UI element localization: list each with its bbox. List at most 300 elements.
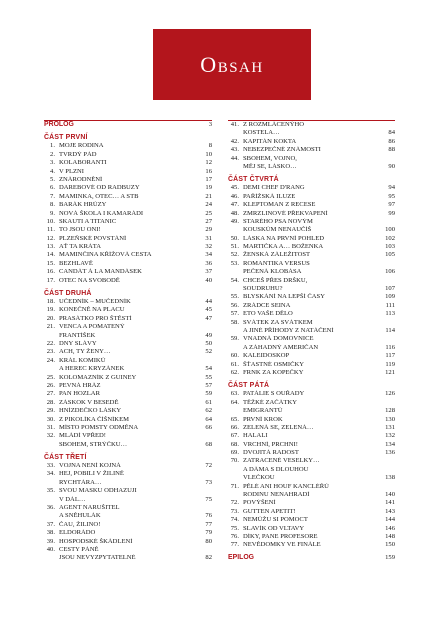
toc-page-number: 99 bbox=[388, 209, 395, 217]
toc-chapter-title: A HEREC KRYZÁNEK bbox=[59, 365, 125, 373]
toc-entry[interactable] bbox=[228, 121, 395, 129]
toc-section-heading: ČÁST PÁTÁ bbox=[228, 382, 270, 390]
toc-chapter-number: 58. bbox=[230, 318, 239, 326]
toc-chapter-title: KAPITÁN KOKTA bbox=[243, 137, 297, 145]
toc-chapter-title: PATÁLIE S OUŘADY bbox=[243, 390, 305, 398]
toc-chapter-title: FRANTÍŠEK bbox=[59, 331, 96, 339]
toc-chapter-number: 50. bbox=[230, 234, 239, 242]
toc-entry[interactable] bbox=[228, 474, 395, 482]
toc-entry[interactable] bbox=[44, 277, 212, 285]
toc-chapter-number: 56. bbox=[230, 301, 239, 309]
toc-entry[interactable] bbox=[228, 319, 395, 327]
toc-entry[interactable] bbox=[44, 424, 212, 432]
toc-entry[interactable] bbox=[44, 332, 212, 340]
toc-entry[interactable] bbox=[44, 546, 212, 554]
toc-page-number: 73 bbox=[205, 478, 212, 486]
toc-entry[interactable] bbox=[228, 251, 395, 259]
toc-entry[interactable] bbox=[44, 554, 212, 562]
toc-chapter-title: BEZHLAVĚ bbox=[59, 259, 93, 267]
toc-chapter-number: 70. bbox=[230, 457, 239, 465]
toc-chapter-number: 77. bbox=[230, 541, 239, 549]
toc-chapter-number: 33. bbox=[46, 462, 55, 470]
toc-chapter-title: ZELENÁ SE, ZELENÁ… bbox=[243, 423, 314, 431]
toc-chapter-title: UČEDNÍK – MUČEDNÍK bbox=[59, 298, 131, 306]
toc-entry[interactable] bbox=[44, 538, 212, 546]
toc-chapter-number: 18. bbox=[46, 298, 55, 306]
toc-chapter-number: 19. bbox=[46, 306, 55, 314]
toc-entry[interactable] bbox=[228, 201, 395, 209]
toc-entry[interactable] bbox=[44, 432, 212, 440]
toc-entry[interactable] bbox=[44, 201, 212, 209]
toc-page-number: 82 bbox=[205, 554, 212, 562]
toc-chapter-title: SKAUTI A TITANIC bbox=[59, 217, 117, 225]
toc-entry[interactable] bbox=[228, 293, 395, 301]
toc-banner bbox=[153, 29, 311, 100]
toc-page-number: 90 bbox=[388, 162, 395, 170]
toc-chapter-number: 21. bbox=[46, 323, 55, 331]
toc-chapter-number: 3. bbox=[50, 159, 55, 167]
toc-chapter-number: 63. bbox=[230, 390, 239, 398]
toc-entry[interactable] bbox=[44, 348, 212, 356]
toc-page-number: 77 bbox=[205, 520, 212, 528]
toc-chapter-title: VOJNA NENÍ KOJNÁ bbox=[59, 462, 121, 470]
toc-entry[interactable] bbox=[228, 466, 395, 474]
toc-entry[interactable] bbox=[44, 193, 212, 201]
toc-chapter-title: SBOHEM, STRÝČKU… bbox=[59, 440, 128, 448]
toc-entry[interactable] bbox=[44, 382, 212, 390]
toc-page-number: 88 bbox=[388, 146, 395, 154]
toc-chapter-title: ŠŤASTNÉ OSMIČKY bbox=[243, 360, 304, 368]
toc-page-number: 47 bbox=[205, 314, 212, 322]
toc-entry[interactable] bbox=[228, 184, 395, 192]
toc-chapter-number: 59. bbox=[230, 335, 239, 343]
toc-section-heading: ČÁST TŘETÍ bbox=[44, 454, 87, 462]
toc-entry[interactable] bbox=[44, 306, 212, 314]
toc-entry[interactable] bbox=[228, 516, 395, 524]
toc-chapter-number: 40. bbox=[46, 545, 55, 553]
toc-entry[interactable] bbox=[228, 457, 395, 465]
toc-entry[interactable] bbox=[228, 499, 395, 507]
toc-page-number: 31 bbox=[205, 234, 212, 242]
toc-chapter-number: 4. bbox=[50, 167, 55, 175]
toc-entry[interactable] bbox=[228, 163, 395, 171]
toc-chapter-number: 69. bbox=[230, 449, 239, 457]
toc-entry[interactable] bbox=[44, 151, 212, 159]
toc-chapter-title: KOLABORANTI bbox=[59, 159, 107, 167]
toc-entry[interactable] bbox=[44, 357, 212, 365]
toc-page-number: 3 bbox=[208, 121, 212, 128]
toc-chapter-number: 74. bbox=[230, 516, 239, 524]
toc-chapter-title: ZNÁRODNĚNÍ bbox=[59, 175, 103, 183]
toc-page-number: 45 bbox=[205, 306, 212, 314]
toc-page-number: 27 bbox=[205, 217, 212, 225]
toc-page-number: 143 bbox=[385, 507, 395, 515]
toc-entry[interactable] bbox=[44, 210, 212, 218]
toc-chapter-title: HALALI bbox=[243, 432, 268, 440]
toc-page-number: 94 bbox=[388, 184, 395, 192]
toc-chapter-title: KOSTELA… bbox=[243, 129, 280, 137]
toc-entry[interactable] bbox=[228, 129, 395, 137]
toc-chapter-title: SLAVÍK OD VLTAVY bbox=[243, 524, 305, 532]
toc-chapter-number: 2. bbox=[50, 150, 55, 158]
toc-chapter-number: 36. bbox=[46, 504, 55, 512]
toc-chapter-number: 13. bbox=[46, 243, 55, 251]
toc-page-number: 76 bbox=[205, 512, 212, 520]
toc-page-number: 102 bbox=[385, 234, 395, 242]
toc-chapter-title: BARÁK HRŮZY bbox=[59, 201, 107, 209]
toc-chapter-number: 52. bbox=[230, 251, 239, 259]
toc-chapter-title: TO JSOU ONI! bbox=[59, 226, 101, 234]
toc-page-number: 150 bbox=[385, 541, 395, 549]
toc-entry[interactable] bbox=[228, 483, 395, 491]
toc-page-number: 32 bbox=[205, 243, 212, 251]
toc-page-number: 138 bbox=[385, 474, 395, 482]
toc-entry[interactable] bbox=[228, 424, 395, 432]
toc-chapter-title: MAMINKA, OTEC… A STB bbox=[59, 192, 139, 200]
toc-section-row[interactable] bbox=[228, 554, 395, 562]
toc-chapter-number: 15. bbox=[46, 259, 55, 267]
toc-page-number: 126 bbox=[385, 390, 395, 398]
toc-title: Obsah bbox=[200, 51, 264, 77]
toc-chapter-number: 54. bbox=[230, 276, 239, 284]
toc-chapter-number: 24. bbox=[46, 356, 55, 364]
toc-chapter-title: A ZÁHADNÝ AMERIČAN bbox=[243, 343, 319, 351]
toc-page-number: 55 bbox=[205, 373, 212, 381]
toc-entry[interactable] bbox=[44, 470, 212, 478]
toc-page-number: 24 bbox=[205, 201, 212, 209]
toc-page-number: 105 bbox=[385, 251, 395, 259]
toc-entry[interactable] bbox=[228, 327, 395, 335]
toc-chapter-title: MAMINČINA KŘÍŽOVÁ CESTA bbox=[59, 251, 152, 259]
toc-chapter-title: RODINU NENAHRADÍ bbox=[243, 491, 310, 499]
toc-chapter-number: 51. bbox=[230, 243, 239, 251]
toc-chapter-title: PEVNÁ HRÁZ bbox=[59, 381, 101, 389]
toc-chapter-number: 20. bbox=[46, 314, 55, 322]
toc-entry[interactable] bbox=[228, 541, 395, 549]
toc-chapter-number: 26. bbox=[46, 381, 55, 389]
toc-chapter-number: 37. bbox=[46, 520, 55, 528]
toc-entry[interactable] bbox=[44, 142, 212, 150]
toc-chapter-title: KOLOMAZNÍK Z GUINEY bbox=[59, 373, 137, 381]
toc-chapter-title: PEČENÁ KLOBÁSA bbox=[243, 268, 302, 276]
toc-chapter-number: 8. bbox=[50, 201, 55, 209]
toc-page-number: 111 bbox=[385, 301, 395, 309]
toc-entry[interactable] bbox=[228, 390, 395, 398]
toc-page-number: 80 bbox=[205, 537, 212, 545]
toc-entry[interactable] bbox=[44, 340, 212, 348]
toc-chapter-title: STARÉHO PSA NOVÝM bbox=[243, 217, 313, 225]
toc-chapter-number: 34. bbox=[46, 470, 55, 478]
toc-page-number: 117 bbox=[385, 352, 395, 360]
toc-entry[interactable] bbox=[228, 533, 395, 541]
toc-entry[interactable] bbox=[228, 432, 395, 440]
toc-page-number: 75 bbox=[205, 495, 212, 503]
toc-chapter-title: TVRDÝ PÁD bbox=[59, 150, 97, 158]
toc-chapter-title: VLEČKOU bbox=[243, 474, 275, 482]
toc-entry[interactable] bbox=[44, 226, 212, 234]
toc-entry[interactable] bbox=[228, 441, 395, 449]
toc-entry[interactable] bbox=[228, 302, 395, 310]
toc-entry[interactable] bbox=[44, 462, 212, 470]
toc-page-number: 52 bbox=[205, 348, 212, 356]
toc-chapter-title: AŤ TA KRÁTA bbox=[59, 243, 102, 251]
toc-page-number: 79 bbox=[205, 529, 212, 537]
toc-chapter-title: V PLZNI bbox=[59, 167, 84, 175]
toc-chapter-number: 25. bbox=[46, 373, 55, 381]
toc-chapter-number: 35. bbox=[46, 487, 55, 495]
toc-entry[interactable] bbox=[44, 374, 212, 382]
toc-chapter-title: AGENT NARUŠITEL bbox=[59, 504, 120, 512]
toc-chapter-number: 6. bbox=[50, 184, 55, 192]
toc-entry[interactable] bbox=[228, 335, 395, 343]
toc-chapter-title: NEBEZPEČNÉ ZNÁMOSTI bbox=[243, 146, 321, 154]
toc-chapter-title: PAŘÍŽSKÁ ILUZE bbox=[243, 192, 296, 200]
toc-chapter-title: KLEPTOMAN Z RECESE bbox=[243, 201, 316, 209]
toc-entry[interactable] bbox=[44, 496, 212, 504]
toc-page-number: 36 bbox=[205, 259, 212, 267]
toc-chapter-title: A SNĚHULÁK bbox=[59, 512, 101, 520]
toc-entry[interactable] bbox=[44, 251, 212, 259]
toc-section-heading: ČÁST PRVNÍ bbox=[44, 134, 88, 142]
toc-chapter-title: Z ROZMLÁCENÝHO bbox=[243, 121, 304, 128]
toc-chapter-title: ETO VAŠE DĚLO bbox=[243, 310, 293, 318]
toc-chapter-number: 72. bbox=[230, 499, 239, 507]
toc-chapter-number: 7. bbox=[50, 192, 55, 200]
toc-entry[interactable] bbox=[228, 416, 395, 424]
toc-chapter-number: 27. bbox=[46, 390, 55, 398]
toc-chapter-title: KRÁL KOMIKŮ bbox=[59, 356, 106, 364]
toc-page-number: 72 bbox=[205, 462, 212, 470]
toc-chapter-title: ŽENSKÁ ZÁLEŽITOST bbox=[243, 251, 311, 259]
toc-entry[interactable] bbox=[228, 508, 395, 516]
toc-page-number: 19 bbox=[205, 184, 212, 192]
toc-chapter-title: SOUDRUHU? bbox=[243, 285, 283, 293]
toc-chapter-title: DAREBOVÉ OD RADBUZY bbox=[59, 184, 140, 192]
toc-page-number: 84 bbox=[388, 129, 395, 137]
toc-page-number: 10 bbox=[205, 150, 212, 158]
toc-entry[interactable] bbox=[228, 243, 395, 251]
toc-chapter-number: 53. bbox=[230, 259, 239, 267]
toc-chapter-number: 16. bbox=[46, 268, 55, 276]
toc-chapter-number: 55. bbox=[230, 293, 239, 301]
toc-chapter-number: 38. bbox=[46, 529, 55, 537]
toc-chapter-number: 76. bbox=[230, 532, 239, 540]
toc-page-number: 144 bbox=[385, 516, 395, 524]
toc-entry[interactable] bbox=[228, 210, 395, 218]
toc-chapter-title: CESTY PÁNĚ bbox=[59, 545, 99, 553]
toc-entry[interactable] bbox=[228, 310, 395, 318]
toc-entry[interactable] bbox=[44, 512, 212, 520]
toc-chapter-number: 47. bbox=[230, 201, 239, 209]
toc-entry[interactable] bbox=[228, 218, 395, 226]
toc-entry[interactable] bbox=[228, 369, 395, 377]
toc-entry[interactable] bbox=[228, 525, 395, 533]
toc-entry[interactable] bbox=[44, 159, 212, 167]
toc-entry[interactable] bbox=[44, 218, 212, 226]
toc-entry[interactable] bbox=[44, 399, 212, 407]
toc-chapter-title: SBOHEM, VOJNO, bbox=[243, 154, 297, 162]
toc-entry[interactable] bbox=[228, 277, 395, 285]
toc-chapter-title: VRCHNÍ, PRCHNI! bbox=[243, 440, 298, 448]
toc-chapter-number: 44. bbox=[230, 154, 239, 162]
toc-page-number: 68 bbox=[205, 440, 212, 448]
toc-chapter-title: FRNK ZA KOPEČKY bbox=[243, 368, 304, 376]
toc-entry[interactable] bbox=[228, 138, 395, 146]
toc-page-number: 148 bbox=[385, 532, 395, 540]
toc-chapter-title: VENCA A POMATENÝ bbox=[59, 323, 125, 331]
toc-page-number: 44 bbox=[205, 298, 212, 306]
toc-chapter-title: SVÁTEK ZA SVÁTKEM bbox=[243, 318, 313, 326]
toc-chapter-number: 68. bbox=[230, 440, 239, 448]
toc-page-number: 17 bbox=[205, 175, 212, 183]
toc-entry[interactable] bbox=[44, 176, 212, 184]
toc-page-number: 130 bbox=[385, 415, 395, 423]
toc-chapter-title: OTEC NA SVOBODĚ bbox=[59, 276, 120, 284]
toc-entry[interactable] bbox=[44, 298, 212, 306]
toc-page-number: 107 bbox=[385, 285, 395, 293]
toc-chapter-number: 10. bbox=[46, 217, 55, 225]
toc-page-number: 49 bbox=[205, 331, 212, 339]
toc-entry[interactable] bbox=[44, 323, 212, 331]
toc-entry[interactable] bbox=[44, 390, 212, 398]
toc-section-title: PROLOG bbox=[44, 121, 74, 128]
toc-page-number: 8 bbox=[208, 142, 212, 150]
toc-entry[interactable] bbox=[44, 235, 212, 243]
toc-page-number: 40 bbox=[205, 276, 212, 284]
toc-chapter-number: 41. bbox=[230, 121, 239, 128]
toc-entry[interactable] bbox=[44, 260, 212, 268]
toc-entry[interactable] bbox=[228, 352, 395, 360]
toc-column-left bbox=[44, 120, 212, 563]
toc-page-number: 62 bbox=[205, 407, 212, 415]
toc-entry[interactable] bbox=[44, 168, 212, 176]
toc-section-heading: ČÁST DRUHÁ bbox=[44, 290, 92, 298]
toc-page-number: 12 bbox=[205, 159, 212, 167]
toc-chapter-title: MOJE RODINA bbox=[59, 142, 104, 150]
toc-chapter-title: MLÁDÍ VPŘED! bbox=[59, 432, 106, 440]
toc-entry[interactable] bbox=[44, 441, 212, 449]
toc-entry[interactable] bbox=[44, 268, 212, 276]
toc-chapter-title: NOVÁ ŠKOLA I KAMARÁDI bbox=[59, 209, 144, 217]
toc-entry[interactable] bbox=[228, 361, 395, 369]
toc-entry[interactable] bbox=[44, 416, 212, 424]
toc-chapter-number: 67. bbox=[230, 432, 239, 440]
toc-page-number: 57 bbox=[205, 381, 212, 389]
toc-entry[interactable] bbox=[228, 344, 395, 352]
toc-entry[interactable] bbox=[228, 146, 395, 154]
toc-entry[interactable] bbox=[228, 491, 395, 499]
toc-entry[interactable] bbox=[228, 449, 395, 457]
toc-chapter-title: DEMI CHEF D'RANG bbox=[243, 184, 305, 192]
toc-chapter-title: KOUSKŮM NENAUČÍŠ bbox=[243, 226, 312, 234]
toc-page-number: 54 bbox=[205, 365, 212, 373]
toc-page-number: 61 bbox=[205, 398, 212, 406]
toc-chapter-number: 22. bbox=[46, 339, 55, 347]
toc-entry[interactable] bbox=[228, 226, 395, 234]
toc-page-number: 109 bbox=[385, 293, 395, 301]
toc-page-number: 86 bbox=[388, 137, 395, 145]
toc-page-number: 121 bbox=[385, 368, 395, 376]
toc-entry[interactable] bbox=[44, 365, 212, 373]
toc-page-number: 136 bbox=[385, 449, 395, 457]
toc-page-number: 131 bbox=[385, 423, 395, 431]
toc-chapter-number: 11. bbox=[47, 226, 55, 234]
toc-chapter-title: HOSPODSKÉ ŠKÁDLENÍ bbox=[59, 537, 133, 545]
toc-page-number: 97 bbox=[388, 201, 395, 209]
toc-chapter-number: 65. bbox=[230, 415, 239, 423]
toc-chapter-number: 5. bbox=[50, 175, 55, 183]
toc-entry[interactable] bbox=[44, 487, 212, 495]
toc-entry[interactable] bbox=[228, 260, 395, 268]
toc-chapter-title: ZÁSKOK V BESEDĚ bbox=[59, 398, 119, 406]
toc-page-number: 106 bbox=[385, 268, 395, 276]
toc-entry[interactable] bbox=[44, 504, 212, 512]
toc-chapter-title: ČAU, ŽILINO! bbox=[59, 520, 101, 528]
toc-chapter-number: 39. bbox=[46, 537, 55, 545]
toc-entry[interactable] bbox=[228, 268, 395, 276]
toc-chapter-title: BLYSKÁNÍ NA LEPŠÍ ČASY bbox=[243, 293, 325, 301]
toc-chapter-number: 28. bbox=[46, 398, 55, 406]
toc-chapter-title: CHCEŠ PŘES DRŠKU, bbox=[243, 276, 308, 284]
toc-entry[interactable] bbox=[44, 315, 212, 323]
toc-page-number: 100 bbox=[385, 226, 395, 234]
toc-chapter-title: HNÍZDEČKO LÁSKY bbox=[59, 407, 122, 415]
toc-list-right bbox=[228, 121, 395, 562]
toc-chapter-title: PLZEŇSKÉ POVSTÁNÍ bbox=[59, 234, 127, 242]
toc-chapter-number: 29. bbox=[46, 407, 55, 415]
toc-entry[interactable] bbox=[228, 155, 395, 163]
toc-entry[interactable] bbox=[228, 399, 395, 407]
toc-entry[interactable] bbox=[44, 479, 212, 487]
toc-entry[interactable] bbox=[44, 521, 212, 529]
toc-chapter-title: GUTTEN APETIT! bbox=[243, 507, 296, 515]
toc-entry[interactable] bbox=[44, 407, 212, 415]
toc-chapter-title: DÍKY, PANE PROFESORE bbox=[243, 532, 318, 540]
toc-page-number: 140 bbox=[385, 491, 395, 499]
toc-entry[interactable] bbox=[44, 529, 212, 537]
toc-column-right bbox=[228, 120, 395, 562]
toc-entry[interactable] bbox=[228, 193, 395, 201]
toc-chapter-title: A JINÉ PŘÍHODY Z NATÁČENÍ bbox=[243, 326, 334, 334]
toc-page-number: 113 bbox=[385, 310, 395, 318]
toc-chapter-title: JSOU NEVYZPYTATELNÉ bbox=[59, 554, 136, 562]
toc-entry[interactable] bbox=[44, 184, 212, 192]
toc-chapter-title: KONEČNĚ NA PLACU bbox=[59, 306, 125, 314]
toc-chapter-number: 23. bbox=[46, 348, 55, 356]
toc-entry[interactable] bbox=[228, 407, 395, 415]
toc-chapter-title: PRVNÍ KROK bbox=[243, 415, 283, 423]
toc-entry[interactable] bbox=[228, 235, 395, 243]
toc-page-number: 64 bbox=[205, 415, 212, 423]
toc-entry[interactable] bbox=[44, 243, 212, 251]
toc-chapter-title: ACH, TY ŽENY… bbox=[59, 348, 111, 356]
toc-chapter-number: 62. bbox=[230, 368, 239, 376]
toc-page-number: 132 bbox=[385, 432, 395, 440]
toc-chapter-title: MÍSTO POMSTY ODMĚNA bbox=[59, 423, 139, 431]
toc-chapter-number: 60. bbox=[230, 352, 239, 360]
toc-entry[interactable] bbox=[228, 285, 395, 293]
toc-chapter-number: 42. bbox=[230, 137, 239, 145]
toc-section-row[interactable] bbox=[44, 121, 212, 129]
toc-page-number: 29 bbox=[205, 226, 212, 234]
toc-chapter-title: POVÝŠENÍ bbox=[243, 499, 276, 507]
toc-page-number: 66 bbox=[205, 423, 212, 431]
toc-chapter-title: PĚLÉ ANI HOUF KANCLÉŘŮ bbox=[243, 482, 329, 490]
toc-chapter-number: 49. bbox=[230, 217, 239, 225]
toc-chapter-number: 75. bbox=[230, 524, 239, 532]
toc-page-number: 116 bbox=[385, 343, 395, 351]
toc-chapter-title: ZATRACENÉ VESELKY… bbox=[243, 457, 320, 465]
